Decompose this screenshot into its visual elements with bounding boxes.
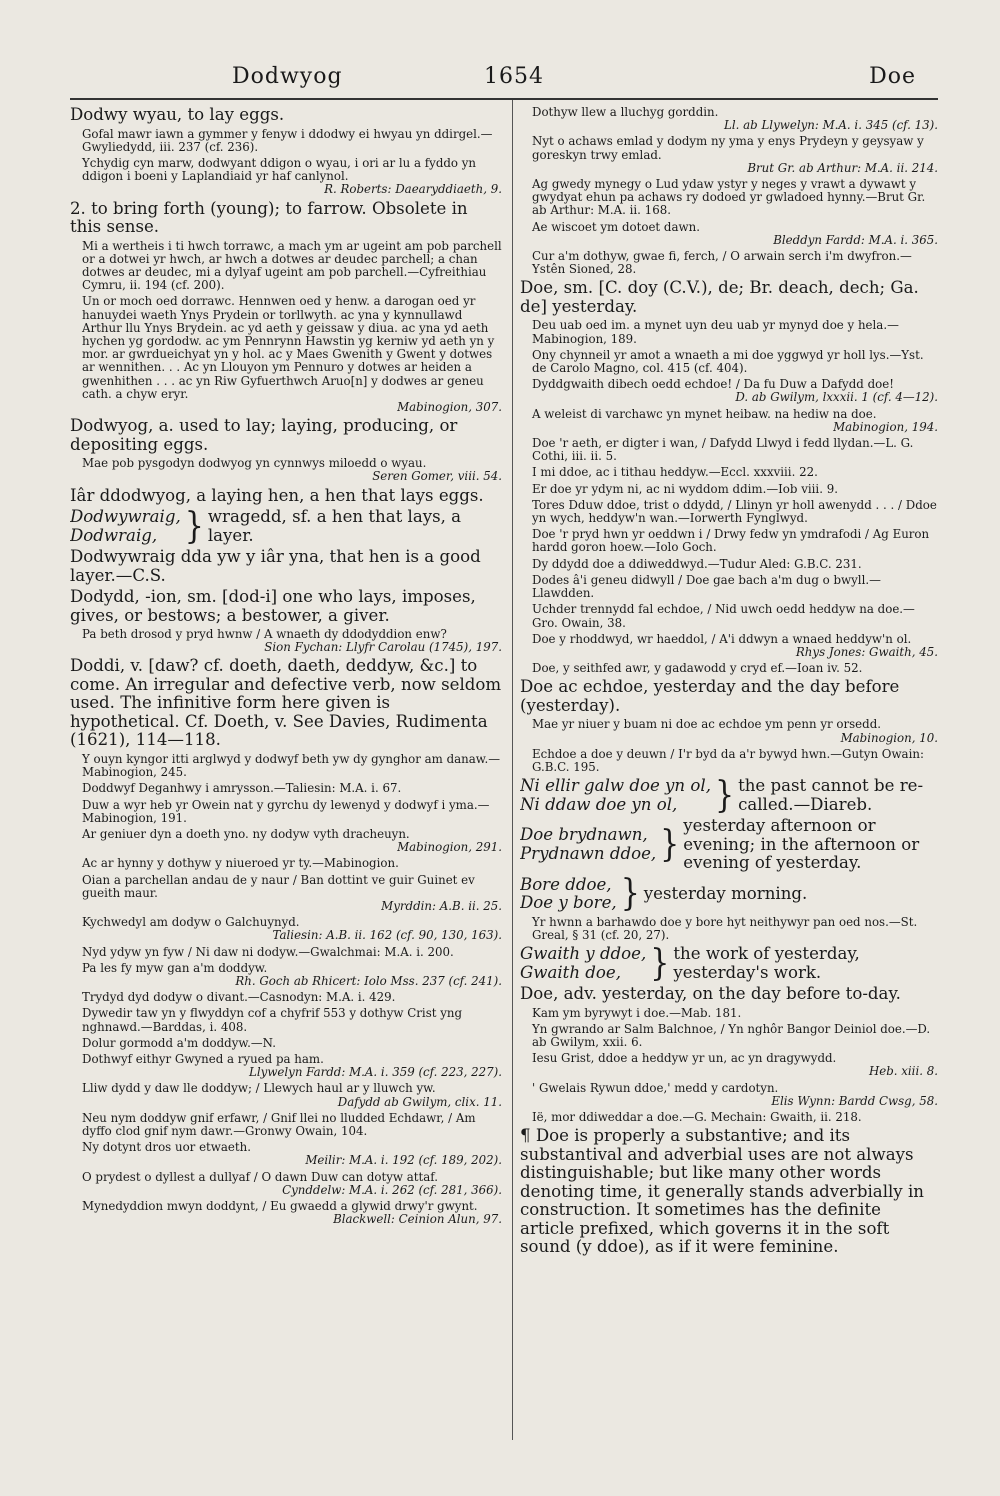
left-quotation [82,157,502,197]
quotation-text: Mae pob pysgodyn dodwyog yn cynnwys miloedd o wyau. [82,456,427,471]
quotation-text: Mi a wertheis i ti hwch torrawc, a mach ym ar ugeint am pob parchell or a dotwei yr hwch, ar hwch a dotwes ar deudec parchell; a chan dotwes ar deudec, mi a dylyaf ugeint am pob parchell.—Cyfreithiau Cymru, ii. 194 (cf. 200). [82,238,502,293]
right-quotation [532,1111,938,1124]
brace-mark: } [184,504,204,547]
quotation-text: Dy ddydd doe a ddiweddwyd.—Tudur Aled: G.B.C. 231. [532,556,862,571]
quotation-text: Yn gwrando ar Salm Balchnoe, / Yn nghôr Bangor Deiniol doe.—D. ab Gwilym, xxii. 6. [532,1021,931,1049]
quotation-source: Myrddin: A.B. ii. 25. [381,899,502,913]
quotation-text: Pa beth drosod y pryd hwnw / A wnaeth dy ddodyddion enw? [82,627,447,642]
left-bracketed-entry [70,504,502,547]
quotation-text: Dodes â'i geneu didwyll / Doe gae bach a'm dug o bwyll.—Llawdden. [532,572,881,601]
right-quotation [532,483,938,496]
right-entry: Doe, adv. yesterday, on the day before to-day. [520,984,901,1004]
quotation-source: D. ab Gwilym, lxxxii. 1 (cf. 4—12). [735,390,938,405]
quotation-text: Ag gwedy mynegy o Lud ydaw ystyr y neges y vrawt a dywawt y gwydyat ehun pa achaws ry dodoed yr gwladoed hynny.—Brut Gr. ab Arthur: M.A. ii. 168. [532,177,926,218]
left-quotation [82,1200,502,1226]
left-entry: Doddi, v. [daw? cf. doeth, daeth, deddyw, &c.] to come. An irregular and defective verb, now seldom used. The infinitive form here given is hypothetical. Cf. Doeth, v. See Davies, Rudimenta (1621), 114—118. [70,656,502,750]
right-bracketed-entry [520,872,938,915]
quotation-text: Nyd ydyw yn fyw / Ni daw ni dodyw.—Gwalchmai: M.A. i. 200. [82,944,454,959]
quotation-text: Deu uab oed im. a mynet uyn deu uab yr mynyd doe y hela.—Mabinogion, 189. [532,318,899,346]
right-quotation [532,250,938,276]
quotation-text: Ae wiscoet ym dotoet dawn. [532,219,700,234]
quotation-text: Cur a'm dothyw, gwae fi, ferch, / O arwain serch i'm dwyfron.—Ystên Sioned, 28. [532,249,912,277]
right-quotation [532,1023,938,1049]
bracketed-definition: the work of yesterday, yesterday's work. [673,944,860,982]
right-entry: ¶ Doe is properly a substantive; and its substantival and adverbial uses are not always distinguishable; but like many other words denoting time, it generally stands adverbially in construction. It sometimes has the definite article prefixed, which governs it in the soft sound (y ddoe), as if it were feminine. [520,1126,924,1257]
bracketed-definition: wragedd, sf. a hen that lays, a layer. [207,507,462,545]
left-column [70,106,502,1446]
left-quotation [82,1112,502,1138]
bracketed-headwords [520,777,711,814]
quotation-source: Heb. xiii. 8. [868,1064,938,1079]
left-quotation [82,962,502,988]
header-right-guideword: Doe [869,64,916,89]
quotation-text: O prydest o dyllest a dullyaf / O dawn Duw can dotyw attaf. [82,1169,439,1184]
headword-variant: Bore ddoe, [520,874,612,894]
quotation-source: Meilir: M.A. i. 192 (cf. 189, 202). [305,1153,502,1168]
left-quotation [82,240,502,293]
left-quotation [82,1171,502,1197]
brace-mark: } [650,941,670,984]
right-quotation [532,221,938,247]
quotation-text: Echdoe a doe y deuwn / I'r byd da a'r bywyd hwn.—Gutyn Owain: G.B.C. 195. [532,746,924,774]
headword-variant: Ni ellir galw doe yn ol, [520,776,711,796]
quotation-source: Mabinogion, 10. [840,730,938,745]
quotation-text: Dolur gormodd a'm doddyw.—N. [82,1035,276,1050]
quotation-source: Dafydd ab Gwilym, clix. 11. [337,1094,502,1109]
quotation-text: Ië, mor ddiweddar a doe.—G. Mechain: Gwaith, ii. 218. [532,1109,862,1124]
right-quotation [532,106,938,132]
headword-variant: Dodwywraig, [70,507,181,527]
quotation-text: Duw a wyr heb yr Owein nat y gyrchu dy lewenyd y dodwyf i yma.—Mabinogion, 191. [82,797,490,825]
right-quotation [532,633,938,659]
quotation-text: Dothyw llew a lluchyg gorddin. [532,106,719,119]
headword-variant: Gwaith doe, [520,962,621,982]
quotation-text: Kam ym byrywyt i doe.—Mab. 181. [532,1005,742,1020]
right-quotation [532,528,938,554]
left-entry: Iâr ddodwyog, a laying hen, a hen that lays eggs. [70,485,484,505]
brace-mark: } [620,872,640,915]
left-quotation [82,753,502,779]
right-column [520,106,938,1446]
left-quotation [82,874,502,914]
quotation-text: A weleist di varchawc yn mynet heibaw. na hediw na doe. [532,406,877,421]
quotation-text: Ac ar hynny y dothyw y niueroed yr ty.—Mabinogion. [82,856,399,871]
quotation-text: Ychydig cyn marw, dodwyant ddigon o wyau, i ori ar lu a fyddo yn ddigon i boeni y Laplandiaid yr haf canlynol. [82,155,477,184]
left-quotation [82,828,502,854]
right-quotation [532,916,938,942]
left-quotation [82,782,502,795]
quotation-text: Dywedir taw yn y flwyddyn cof a chyfrif 553 y dothyw Crist yng nghnawd.—Barddas, i. 408. [82,1006,463,1034]
quotation-text: Doe 'r pryd hwn yr oeddwn i / Drwy fedw yn ymdrafodi / Ag Euron hardd goron hoew.—Iolo Goch. [532,527,930,555]
headword-variant: Doe y bore, [520,893,617,913]
right-quotation [532,466,938,479]
right-quotation [532,662,938,675]
right-quotation [532,378,938,404]
left-quotation [82,457,502,483]
right-entry: Doe, sm. [C. doy (C.V.), de; Br. deach, dech; Ga. de] yesterday. [520,278,919,316]
quotation-text: Doe, y seithfed awr, y gadawodd y cryd ef.—Ioan iv. 52. [532,661,863,676]
quotation-text: Trydyd dyd dodyw o divant.—Casnodyn: M.A. i. 429. [82,990,396,1005]
quotation-text: Ar geniuer dyn a doeth yno. ny dodyw vyth dracheuyn. [82,826,410,841]
quotation-source: Bleddyn Fardd: M.A. i. 365. [773,232,938,247]
right-quotation [532,319,938,345]
bracketed-headwords [520,826,656,863]
left-quotation [82,1141,502,1167]
quotation-source: Rhys Jones: Gwaith, 45. [795,644,938,659]
quotation-text: I mi ddoe, ac i tithau heddyw.—Eccl. xxxviii. 22. [532,465,818,480]
right-quotation [532,135,938,175]
brace-mark: } [660,823,680,866]
headword-variant: Prydnawn ddoe, [520,843,657,863]
left-quotation [82,1082,502,1108]
quotation-source: Mabinogion, 291. [397,840,502,855]
right-quotation [532,499,938,525]
running-header [70,58,938,100]
headword-variant: Doe brydnawn, [520,825,648,845]
quotation-source: Sion Fychan: Llyfr Carolau (1745), 197. [264,640,502,655]
left-entry: 2. to bring forth (young); to farrow. Obsolete in this sense. [70,198,468,237]
left-entry: Dodwywraig dda yw y iâr yna, that hen is a good layer.—C.S. [70,547,481,585]
right-quotation [532,349,938,375]
quotation-text: ' Gwelais Rywun ddoe,' medd y cardotyn. [532,1080,779,1095]
quotation-source: Elis Wynn: Bardd Cwsg, 58. [771,1093,938,1108]
left-quotation [82,946,502,959]
quotation-text: Doe y rhoddwyd, wr haeddol, / A'i ddwyn a wnaed heddyw'n ol. [532,631,912,646]
page-number: 1654 [484,64,544,89]
quotation-source: Blackwell: Ceinion Alun, 97. [333,1212,502,1227]
quotation-text: Tores Dduw ddoe, trist o ddydd, / Llinyn yr holl awenydd . . . / Ddoe yn wych, heddyw'n wan.—Iorwerth Fynglwyd. [532,497,937,526]
column-divider [512,100,513,1440]
brace-mark: } [714,774,735,817]
right-quotation [532,603,938,629]
quotation-text: Yr hwnn a barhawdo doe y bore hyt neithywyr pan oed nos.—St. Greal, § 31 (cf. 20, 27). [532,914,918,942]
bracketed-headwords [520,945,646,982]
right-bracketed-entry [520,817,938,873]
quotation-source: Mabinogion, 194. [833,419,938,434]
right-quotation [532,718,938,744]
left-quotation [82,916,502,942]
bracketed-headwords [70,508,181,545]
left-quotation [82,1007,502,1033]
headword-variant: Gwaith y ddoe, [520,944,647,964]
quotation-text: Pa les fy myw gan a'm doddyw. [82,960,268,975]
quotation-source: Ll. ab Llywelyn: M.A. i. 345 (cf. 13). [724,118,938,133]
left-quotation [82,1037,502,1050]
right-quotation [532,558,938,571]
quotation-source: Mabinogion, 307. [397,399,502,414]
left-entry: Dodwy wyau, to lay eggs. [70,106,285,124]
quotation-text: Kychwedyl am dodyw o Galchuynyd. [82,915,300,930]
quotation-text: Un or moch oed dorrawc. Hennwen oed y henw. a darogan oed yr hanuydei waeth Ynys Prydein or torllwyth. ac yna y kynnullawd Arthur llu Ynys Brydein. ac yd aeth y geissaw y diua. ac yna yd aeth hychen yg gordodw. ac ym Pennrynn Hawstin yg kerniw yd aeth yn y mor. ar gwrdueichyat yn y hol. ac y Maes Gwenith y Gwent y dotwes ar wennithen. . . Ac yn Llouyon ym Pennuro y dotwes ar heiden a gwenhithen . . . ac yn Riw Gyfuerthwch Aruo[n] y dodwes ar geneu cath. a chyw eryr. [82,294,495,401]
quotation-text: Dyddgwaith dibech oedd echdoe! / Da fu Duw a Dafydd doe! [532,377,894,392]
headword-variant: Ni ddaw doe yn ol, [520,794,678,814]
left-entry: Dodwyog, a. used to lay; laying, producing, or depositing eggs. [70,416,458,454]
left-quotation [82,991,502,1004]
bracketed-headwords [520,876,617,913]
left-quotation [82,799,502,825]
quotation-text: Mynedyddion mwyn doddynt, / Eu gwaedd a glywid drwy'r gwynt. [82,1199,478,1214]
left-quotation [82,1053,502,1079]
quotation-source: Brut Gr. ab Arthur: M.A. ii. 214. [747,160,938,175]
quotation-text: Iesu Grist, ddoe a heddyw yr un, ac yn dragywydd. [532,1051,837,1066]
bracketed-definition: the past cannot be re-called.—Diareb. [738,776,924,814]
quotation-text: Nyt o achaws emlad y dodym ny yma y enys Prydeyn y geysyaw y goreskyn trwy emlad. [532,134,924,162]
quotation-text: Mae yr niuer y buam ni doe ac echdoe ym penn yr orsedd. [532,717,881,732]
left-entry: Dodydd, -ion, sm. [dod-i] one who lays, imposes, gives, or bestows; a bestower, a giver. [70,587,476,625]
quotation-text: Uchder trennydd fal echdoe, / Nid uwch oedd heddyw na doe.—Gro. Owain, 38. [532,602,915,630]
quotation-source: Rh. Goch ab Rhicert: Iolo Mss. 237 (cf. 241). [235,974,502,989]
quotation-text: Ny dotynt dros uor etwaeth. [82,1140,251,1155]
right-quotation [532,408,938,434]
quotation-text: Ony chynneil yr amot a wnaeth a mi doe yggwyd yr holl lys.—Yst. de Carolo Magno, col. 415 (cf. 404). [532,347,924,376]
quotation-text: Er doe yr ydym ni, ac ni wyddom ddim.—Iob viii. 9. [532,481,838,496]
right-quotation [532,437,938,463]
quotation-text: Neu nym doddyw gnif erfawr, / Gnif llei no lludded Echdawr, / Am dyffo clod gnif nym dawr.—Gronwy Owain, 104. [82,1110,476,1139]
quotation-text: Doddwyf Deganhwy i amrysson.—Taliesin: M.A. i. 67. [82,781,402,796]
quotation-text: Gofal mawr iawn a gymmer y fenyw i ddodwy ei hwyau yn ddirgel.—Gwyliedydd, iii. 237 (cf. 236). [82,126,493,154]
right-quotation [532,178,938,218]
right-bracketed-entry [520,941,938,984]
quotation-text: Dothwyf eithyr Gwyned a ryued pa ham. [82,1052,324,1067]
quotation-source: Cynddelw: M.A. i. 262 (cf. 281, 366). [282,1182,502,1197]
left-quotation [82,628,502,654]
right-quotation [532,574,938,600]
bracketed-definition: yesterday afternoon or evening; in the afternoon or evening of yesterday. [683,816,920,873]
headword-variant: Dodwraig, [70,525,158,545]
quotation-source: Taliesin: A.B. ii. 162 (cf. 90, 130, 163). [272,928,502,943]
right-quotation [532,748,938,774]
quotation-source: Seren Gomer, viii. 54. [372,469,502,484]
quotation-text: Oian a parchellan andau de y naur / Ban dottint ve guir Guinet ev gueith maur. [82,872,475,900]
left-quotation [82,128,502,154]
right-quotation [532,1052,938,1078]
right-quotation [532,1082,938,1108]
left-quotation [82,295,502,414]
quotation-source: Llywelyn Fardd: M.A. i. 359 (cf. 223, 227). [249,1065,502,1080]
header-left-guideword: Dodwyog [232,64,343,89]
left-quotation [82,857,502,870]
bracketed-definition: yesterday morning. [643,883,808,903]
right-bracketed-entry [520,774,938,817]
right-quotation [532,1007,938,1020]
quotation-source: R. Roberts: Daearyddiaeth, 9. [324,182,502,197]
quotation-text: Doe 'r aeth, er digter i wan, / Dafydd Llwyd i fedd llydan.—L. G. Cothi, iii. ii. 5. [532,436,914,464]
right-entry: Doe ac echdoe, yesterday and the day before (yesterday). [520,677,900,715]
quotation-text: Y ouyn kyngor itti arglwyd y dodwyf beth yw dy gynghor am danaw.—Mabinogion, 245. [82,751,501,780]
quotation-text: Lliw dydd y daw lle doddyw; / Llewych haul ar y lluwch yw. [82,1081,436,1096]
